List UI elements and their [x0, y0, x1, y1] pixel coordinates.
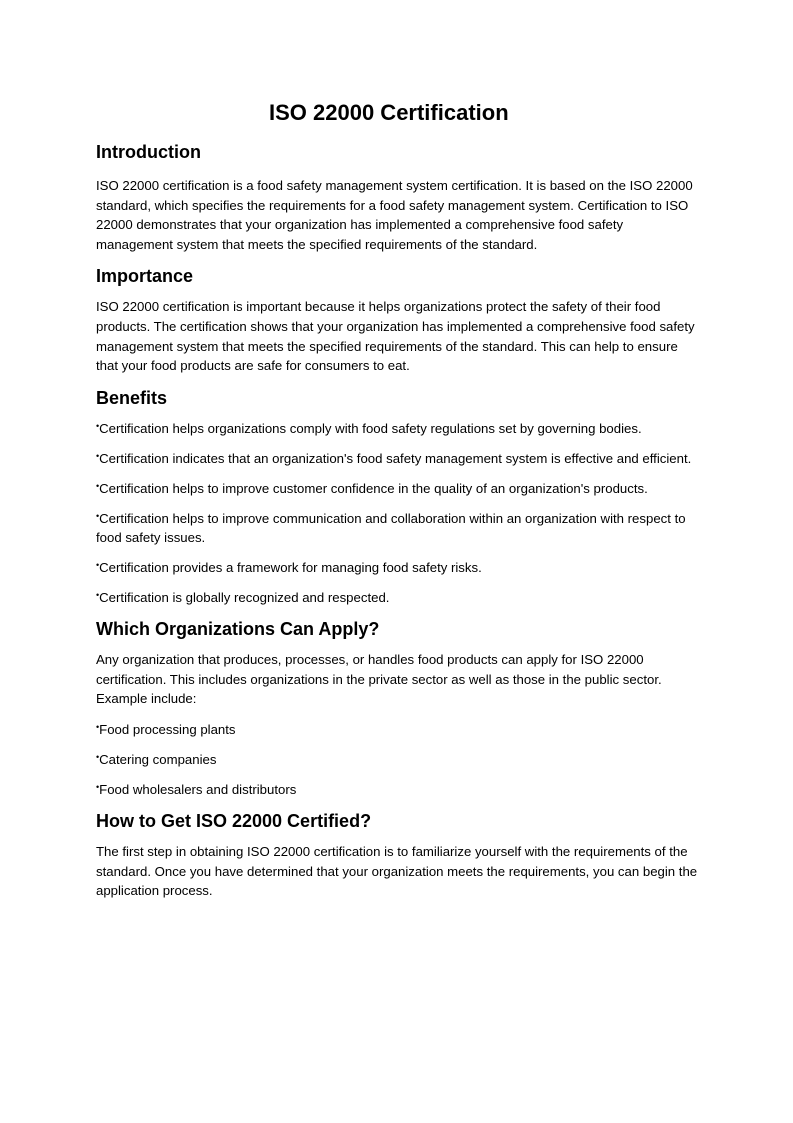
importance-text: ISO 22000 certification is important because it helps organizations protect the safety of their food products. The certification shows that your organization has implemented a comprehensive food safety management system that meets the specified requirements of the standard. This can help to ensure that your food products are safe for consumers to eat.: [96, 299, 695, 374]
organizations-list: [96, 720, 702, 800]
benefits-heading: Benefits: [96, 387, 168, 408]
bullet-icon: •: [96, 450, 100, 461]
list-item: •Certification indicates that an organization's food safety management system is effective and efficient.: [96, 450, 692, 466]
who-heading: Which Organizations Can Apply?: [96, 619, 380, 640]
list-item: •Certification helps to improve communication and collaboration within an organization with respect to food safety issues.: [96, 510, 686, 546]
bullet-icon: •: [96, 752, 100, 763]
bullet-icon: •: [96, 590, 100, 601]
bullet-icon: •: [96, 480, 100, 491]
list-item: •Food processing plants: [96, 722, 236, 738]
list-item: •Certification helps organizations comply with food safety regulations set by governing bodies.: [96, 420, 642, 436]
page-title: ISO 22000 Certification: [269, 100, 509, 125]
bullet-icon: •: [96, 560, 100, 571]
bullet-icon: •: [96, 722, 100, 733]
how-heading: How to Get ISO 22000 Certified?: [96, 810, 372, 831]
document-body: [96, 176, 702, 912]
benefits-list: [96, 419, 702, 608]
list-item: •Certification helps to improve customer confidence in the quality of an organization's products.: [96, 480, 648, 496]
list-item: •Catering companies: [96, 752, 217, 768]
introduction-text: ISO 22000 certification is a food safety management system certification. It is based on the ISO 22000 standard, which specifies the requirements for a food safety management system. Certification to ISO 22000 demonstrates that your organization has implemented a comprehensive food safety management system that meets the specified requirements of the standard.: [96, 178, 693, 252]
bullet-icon: •: [96, 510, 100, 521]
bullet-icon: •: [96, 782, 100, 792]
how-text: The first step in obtaining ISO 22000 certification is to familiarize yourself with the requirements of the standard. Once you have determined that your organization meets the requirements, you can begin the application process.: [96, 843, 698, 899]
who-text: Any organization that produces, processes, or handles food products can apply for ISO 22000 certification. This includes organizations in the private sector as well as those in the public sector. Example include:: [96, 652, 662, 707]
bullet-icon: •: [96, 420, 100, 431]
list-item: •Certification is globally recognized and respected.: [96, 590, 390, 606]
importance-heading: Importance: [96, 266, 194, 287]
list-item: •Food wholesalers and distributors: [96, 782, 297, 797]
list-item: •Certification provides a framework for managing food safety risks.: [96, 560, 482, 576]
introduction-heading: Introduction: [96, 142, 201, 162]
